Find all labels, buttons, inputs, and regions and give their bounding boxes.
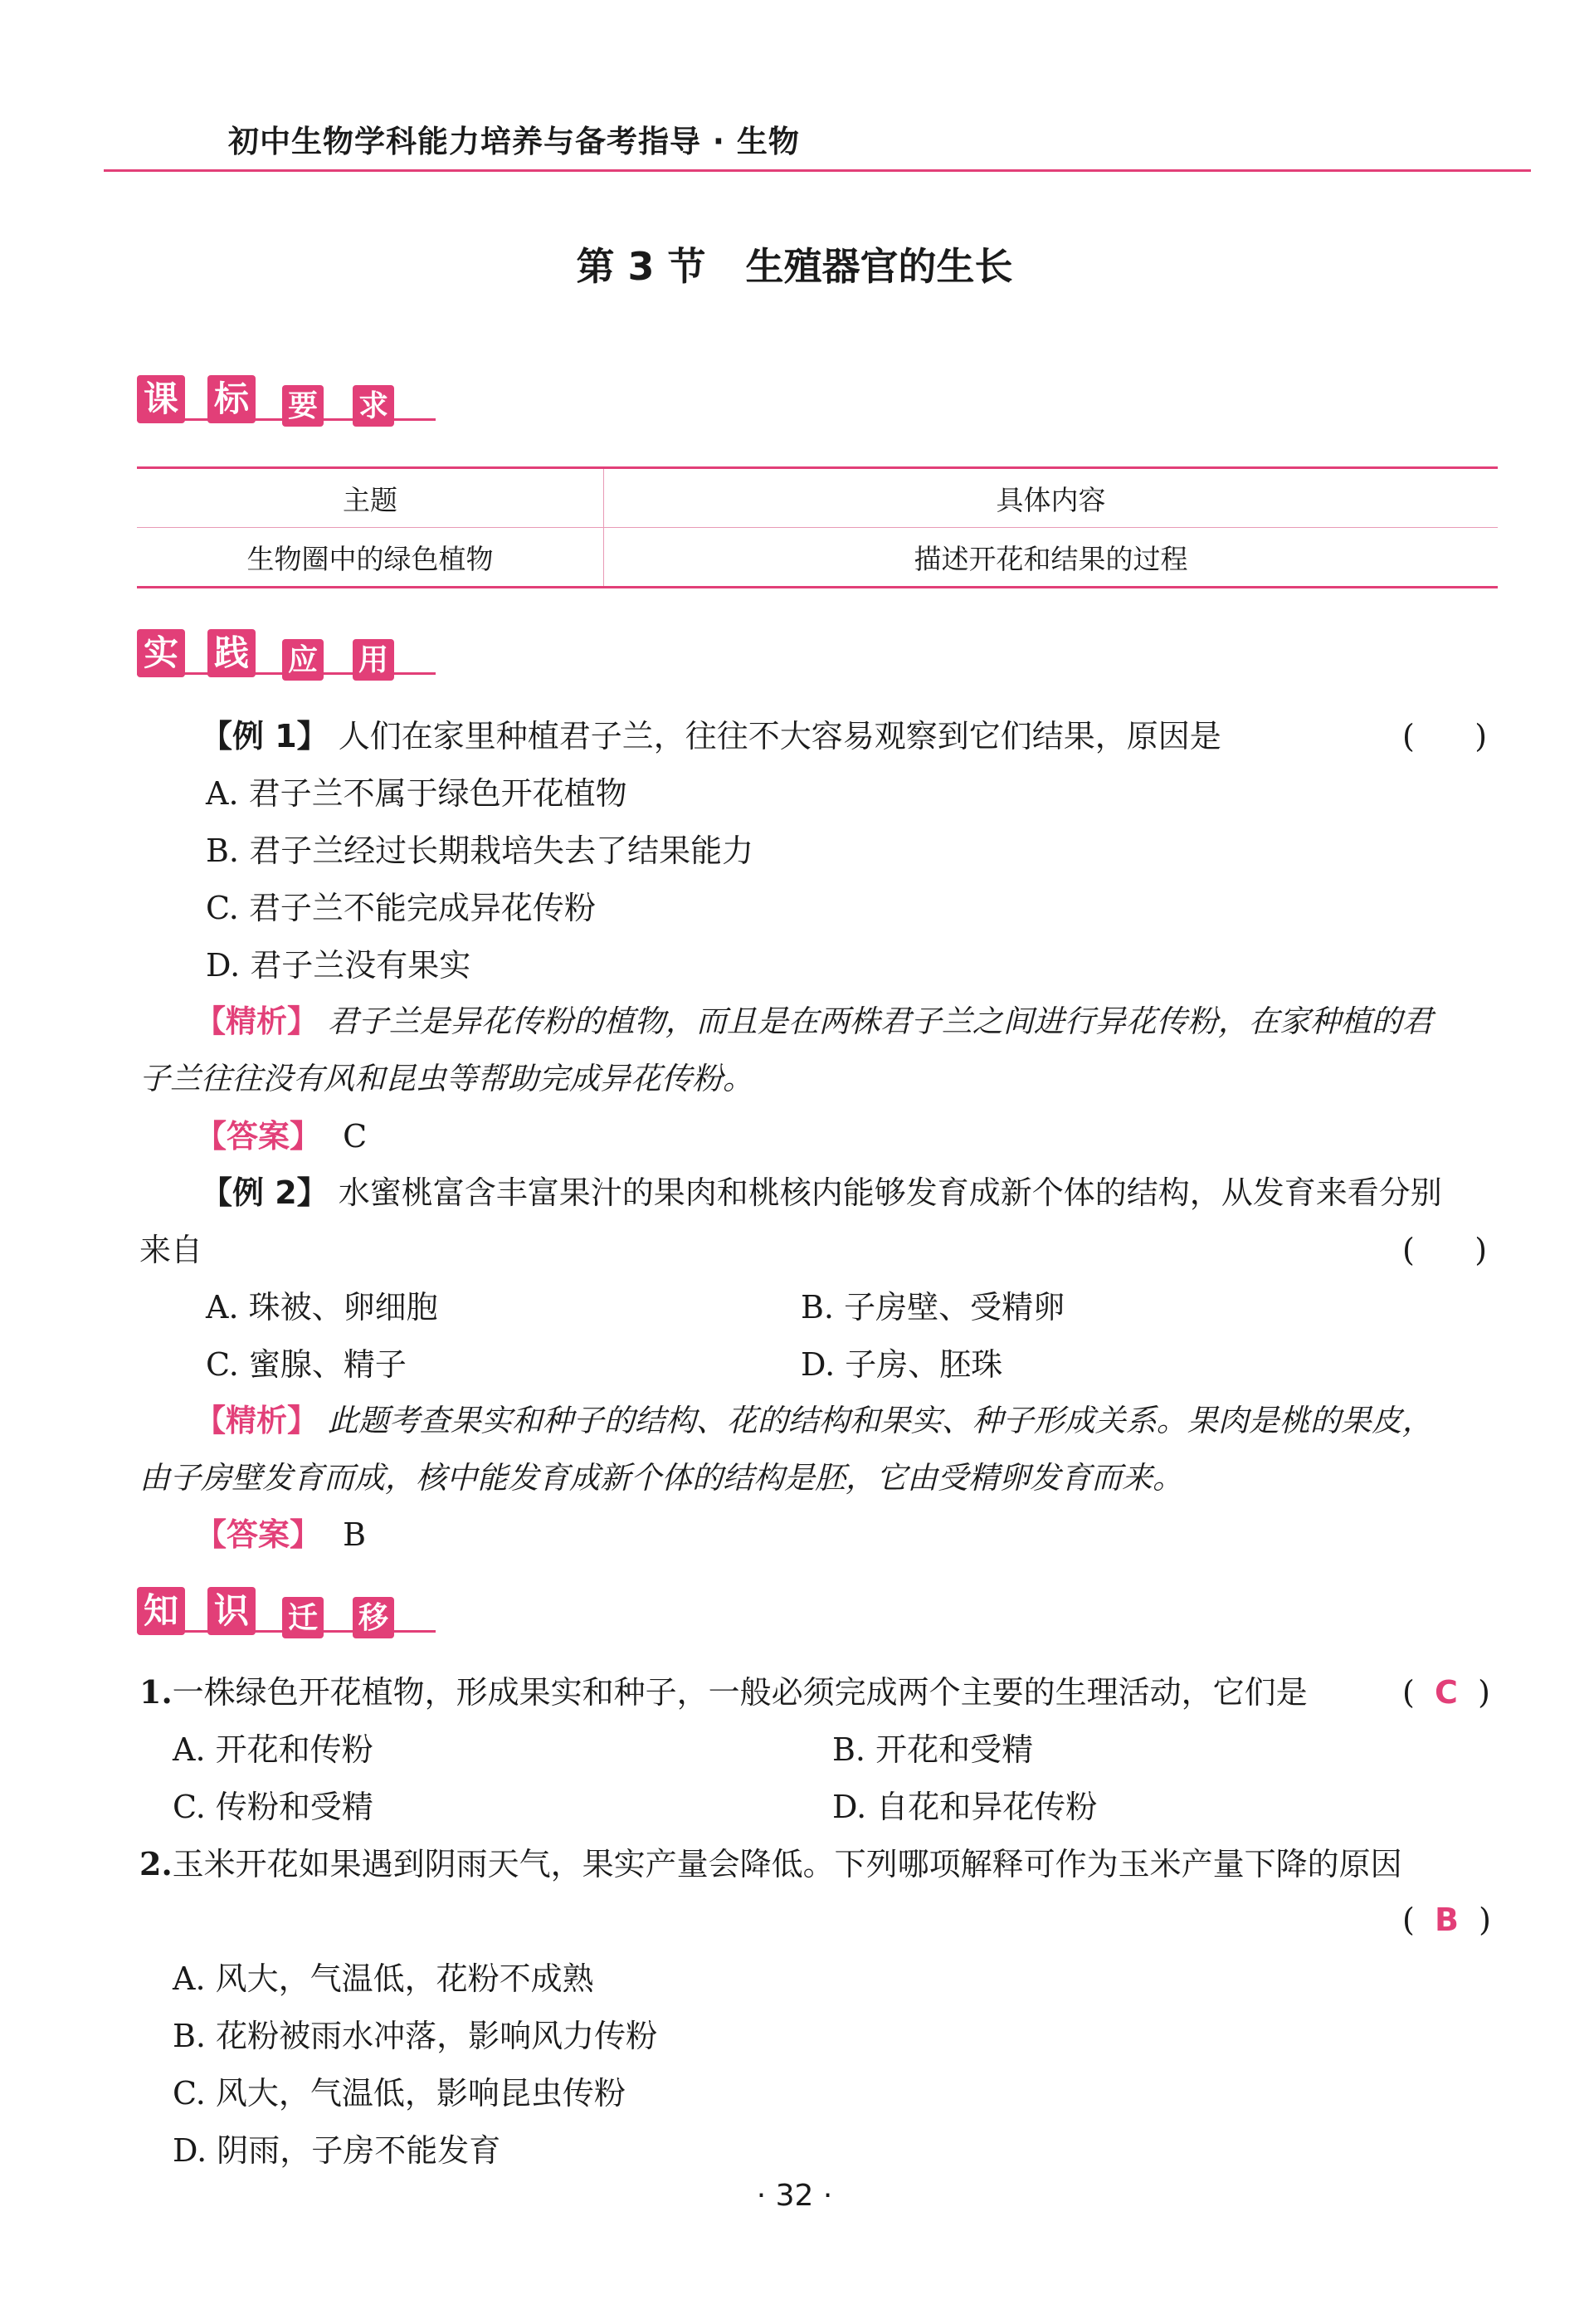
banner-char: 移	[353, 1597, 394, 1638]
analysis-label: 【精析】	[195, 1003, 318, 1039]
banner-char: 求	[353, 385, 394, 427]
table-header-cell: 具体内容	[996, 483, 1106, 516]
paren-close: )	[1479, 1902, 1491, 1938]
option: D. 自花和异花传粉	[832, 1789, 1098, 1825]
header-rule	[104, 169, 1531, 172]
question-text: 人们在家里种植君子兰，往往不大容易观察到它们结果，原因是	[338, 718, 1221, 754]
option: A. 风大，气温低，花粉不成熟	[173, 1960, 594, 1997]
banner-char: 要	[282, 385, 324, 427]
option: D. 君子兰没有果实	[206, 947, 471, 984]
exercise-1-question	[139, 1673, 1308, 1711]
analysis-text: 由子房壁发育而成，核中能发育成新个体的结构是胚，它由受精卵发育而来。	[139, 1460, 1183, 1496]
option: B. 开花和受精	[832, 1731, 1034, 1768]
question-text: 玉米开花如果遇到阴雨天气，果实产量会降低。下列哪项解释可作为玉米产量下降的原因	[172, 1846, 1402, 1882]
section-name: 生殖器官的生长	[745, 244, 1013, 289]
filled-answer: C	[1435, 1674, 1458, 1711]
table-cell: 生物圈中的绿色植物	[137, 528, 604, 588]
exercise-2-question	[139, 1845, 1402, 1882]
banner-curriculum-requirements	[137, 375, 436, 442]
paren-open: (	[1402, 1902, 1415, 1938]
option: B. 子房壁、受精卵	[801, 1289, 1065, 1326]
option: C. 君子兰不能完成异花传粉	[206, 890, 596, 926]
section-number: 第 3 节	[576, 244, 706, 289]
question-text: 来自	[139, 1232, 203, 1268]
banner-char: 践	[207, 629, 256, 677]
analysis-text: 君子兰是异花传粉的植物，而且是在两株君子兰之间进行异花传粉，在家种植的君	[327, 1003, 1433, 1039]
example-label: 【例 2】	[201, 1174, 329, 1211]
answer-paren	[1402, 1674, 1490, 1711]
answer-paren: ( )	[1402, 718, 1488, 754]
filled-answer: B	[1435, 1902, 1459, 1938]
option: A. 珠被、卵细胞	[206, 1289, 438, 1326]
banner-char: 应	[282, 639, 324, 681]
running-header-title: 初中生物学科能力培养与备考指导 · 生物	[228, 124, 800, 159]
banner-char: 实	[137, 629, 185, 677]
requirements-table	[137, 466, 1498, 588]
analysis-text: 此题考查果实和种子的结构、花的结构和果实、种子形成关系。果肉是桃的果皮，	[327, 1403, 1433, 1438]
page-number: · 32 ·	[756, 2179, 833, 2213]
banner-char: 迁	[282, 1597, 324, 1638]
example-2-question	[201, 1174, 1442, 1211]
answer-value: C	[343, 1118, 368, 1155]
exercise-number: 1.	[139, 1673, 173, 1711]
table-row	[137, 528, 1498, 588]
option: D. 阴雨，子房不能发育	[173, 2132, 501, 2169]
option: C. 传粉和受精	[173, 1789, 373, 1825]
table-header-cell: 主题	[137, 468, 604, 528]
question-text: 水蜜桃富含丰富果汁的果肉和桃核内能够发育成新个体的结构，从发育来看分别	[338, 1174, 1442, 1211]
option: A. 君子兰不属于绿色开花植物	[206, 775, 627, 812]
banner-char: 知	[137, 1587, 185, 1635]
banner-practice-application	[137, 629, 436, 696]
banner-char: 标	[207, 375, 256, 423]
section-title	[0, 237, 1589, 291]
paren-close: )	[1478, 1674, 1490, 1711]
paren-open: (	[1402, 1674, 1415, 1711]
analysis-label: 【精析】	[195, 1403, 318, 1438]
example-1-analysis	[195, 1003, 1433, 1039]
example-1-question	[201, 720, 1221, 752]
banner-char: 用	[353, 639, 394, 681]
banner-char: 识	[207, 1587, 256, 1635]
example-2-analysis	[195, 1405, 1433, 1436]
question-text: 一株绿色开花植物，形成果实和种子，一般必须完成两个主要的生理活动，它们是	[172, 1674, 1308, 1711]
answer-label: 【答案】	[195, 1118, 322, 1155]
analysis-text: 子兰往往没有风和昆虫等帮助完成异花传粉。	[139, 1061, 753, 1096]
answer-paren	[1402, 1904, 1491, 1936]
exercise-number: 2.	[139, 1845, 173, 1882]
answer-paren: ( )	[1402, 1232, 1488, 1268]
example-label: 【例 1】	[201, 718, 329, 754]
option: B. 花粉被雨水冲落，影响风力传粉	[173, 2018, 658, 2054]
option: D. 子房、胚珠	[801, 1346, 1003, 1383]
option: C. 风大，气温低，影响昆虫传粉	[173, 2075, 626, 2112]
option: B. 君子兰经过长期栽培失去了结果能力	[206, 832, 754, 869]
banner-char: 课	[137, 375, 185, 423]
table-header-row	[137, 468, 1498, 528]
table-cell: 描述开花和结果的过程	[914, 542, 1188, 575]
option: A. 开花和传粉	[173, 1731, 373, 1768]
example-1-answer	[195, 1118, 368, 1155]
answer-value: B	[343, 1516, 367, 1553]
option: C. 蜜腺、精子	[206, 1346, 407, 1383]
banner-knowledge-transfer	[137, 1587, 436, 1653]
example-2-answer	[195, 1516, 367, 1553]
answer-label: 【答案】	[195, 1516, 322, 1553]
